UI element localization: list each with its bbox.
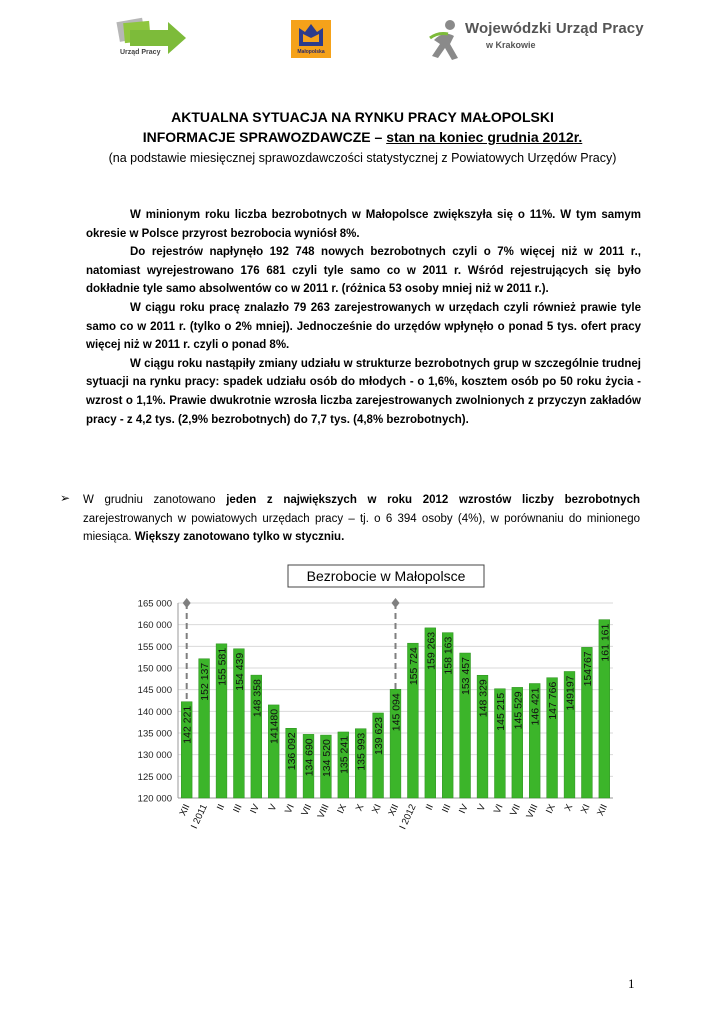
x-tick-label: VI bbox=[283, 802, 297, 816]
x-tick-label: II bbox=[423, 802, 437, 813]
bar-value-label: 148 358 bbox=[251, 679, 264, 718]
bar-value-label: 153 457 bbox=[460, 657, 473, 695]
wup-figure-icon bbox=[428, 18, 462, 62]
bar-value-label: 134 520 bbox=[320, 739, 333, 778]
bullet-text bbox=[83, 491, 640, 547]
bar-value-label: 142 221 bbox=[181, 705, 194, 744]
y-tick-label: 165 000 bbox=[137, 598, 172, 610]
paragraph: Do rejestrów napłynęło 192 748 nowych bezrobotnych czyli o 7% więcej niż w 2011 r., natomiast wyrejestrowano 176 681 czyli tyle samo co w 2011 r. Wśród rejestrujących się było dokładnie tyle samo absolwentów co w 2011 r. (różnica 53 osoby mniej niż w 2011 r.). bbox=[86, 246, 641, 296]
report-subtitle bbox=[0, 129, 725, 145]
bar-value-label: 161 161 bbox=[599, 623, 612, 662]
unemployment-chart bbox=[118, 560, 618, 845]
x-tick-label: I 2012 bbox=[397, 802, 419, 832]
page-number: 1 bbox=[628, 976, 635, 991]
x-tick-label: VIII bbox=[315, 802, 332, 821]
x-tick-label: X bbox=[562, 802, 576, 814]
bar-value-label: 155 581 bbox=[216, 647, 229, 686]
x-tick-label: IX bbox=[544, 802, 558, 816]
bar-value-label: 145 529 bbox=[512, 691, 525, 730]
bar-value-label: 147 766 bbox=[547, 681, 560, 720]
y-tick-label: 145 000 bbox=[137, 685, 172, 697]
x-tick-label: XII bbox=[177, 802, 193, 818]
y-tick-label: 155 000 bbox=[137, 641, 172, 653]
x-tick-label: V bbox=[266, 802, 280, 814]
x-tick-label: XI bbox=[578, 802, 593, 816]
header-logos bbox=[0, 14, 725, 64]
x-tick-label: IV bbox=[457, 802, 471, 816]
y-tick-label: 140 000 bbox=[137, 706, 172, 718]
bar-value-label: 135 993 bbox=[355, 732, 368, 771]
bar-value-label: 158 163 bbox=[442, 636, 455, 675]
bar-value-label: 141480 bbox=[268, 708, 281, 744]
bar-value-label: 145 094 bbox=[390, 693, 403, 732]
bar-value-label: 159 263 bbox=[425, 631, 438, 670]
bar-value-label: 154 439 bbox=[233, 652, 246, 691]
bullet-text-c: zarejestrowanych w powiatowych urzędach pracy – tj. o 6 394 osoby (4%), w porównaniu do minionego miesiąca. bbox=[83, 512, 640, 544]
bullet-text-d: Większy zanotowano tylko w styczniu. bbox=[134, 531, 345, 544]
report-subtitle-date: stan na koniec grudnia 2012r. bbox=[386, 129, 583, 145]
bar-value-label: 136 092 bbox=[286, 732, 299, 771]
year-marker-diamond bbox=[183, 598, 191, 608]
x-tick-label: IX bbox=[335, 802, 350, 816]
y-tick-label: 160 000 bbox=[137, 620, 172, 632]
malopolska-crest-icon bbox=[291, 20, 331, 50]
x-tick-label: XI bbox=[370, 802, 384, 816]
x-tick-label: VIII bbox=[524, 802, 541, 821]
malopolska-logo bbox=[291, 20, 331, 58]
logo-right-subtitle: w Krakowie bbox=[486, 40, 536, 50]
x-tick-label: III bbox=[440, 802, 454, 815]
x-tick-label: XII bbox=[595, 802, 611, 818]
report-subtitle-prefix: INFORMACJE SPRAWOZDAWCZE – bbox=[142, 129, 387, 145]
bar-value-label: 145 215 bbox=[494, 692, 507, 731]
bar-value-label: 149197 bbox=[564, 675, 577, 711]
bar-value-label: 154767 bbox=[581, 651, 594, 687]
bullet-text-b: jeden z największych w roku 2012 wzrostów liczby bezrobotnych bbox=[226, 494, 641, 506]
x-tick-label: III bbox=[231, 802, 245, 815]
y-tick-label: 130 000 bbox=[137, 750, 172, 762]
paragraph: W minionym roku liczba bezrobotnych w Małopolsce zwiększyła się o 11%. W tym samym okresie w Polsce przyrost bezrobocia wyniósł 8%. bbox=[86, 209, 641, 240]
x-tick-label: VII bbox=[508, 802, 524, 818]
year-marker-diamond bbox=[392, 598, 400, 608]
paragraph: W ciągu roku nastąpiły zmiany udziału w strukturze bezrobotnych grup w szczególnie trudnej sytuacji na rynku pracy: spadek udziału osób do młodych - o 1,6%, kosztem osób po 50 roku życia - wzrost o 1,1%. Prawie dwukrotnie wzrosła liczba zarejestrowanych zwolnionych z przyczyn zakładów pracy - z 4,2 tys. (2,9% bezrobotnych) do 7,7 tys. (4,8% bezrobotnych). bbox=[86, 357, 641, 426]
logo-right-title: Wojewódzki Urząd Pracy bbox=[465, 20, 644, 37]
x-tick-label: V bbox=[475, 802, 489, 814]
x-tick-label: IV bbox=[248, 802, 263, 816]
report-source-note: (na podstawie miesięcznej sprawozdawczości statystycznej z Powiatowych Urzędów Pracy) bbox=[108, 151, 617, 165]
chart-title: Bezrobocie w Małopolsce bbox=[306, 568, 466, 584]
x-tick-label: VI bbox=[491, 802, 506, 816]
bar-value-label: 148 329 bbox=[477, 679, 490, 718]
y-tick-label: 150 000 bbox=[137, 663, 172, 675]
bullet-arrow-icon: ➢ bbox=[60, 491, 71, 505]
x-tick-label: XII bbox=[386, 802, 402, 818]
x-tick-label: I 2011 bbox=[188, 802, 210, 831]
bar-value-label: 146 421 bbox=[529, 687, 542, 726]
chart-x-axis bbox=[178, 802, 610, 831]
y-tick-label: 135 000 bbox=[137, 728, 172, 740]
x-tick-label: X bbox=[353, 802, 367, 814]
logo-mid-text: Małopolska bbox=[297, 49, 325, 55]
bullet-text-a: W grudniu zanotowano bbox=[83, 494, 227, 506]
report-title: AKTUALNA SYTUACJA NA RYNKU PRACY MAŁOPOLSKI bbox=[171, 109, 554, 125]
y-tick-label: 120 000 bbox=[137, 793, 172, 805]
paragraph: W ciągu roku pracę znalazło 79 263 zarejestrowanych w urzędach czyli również prawie tyle samo co w 2011 r. (tylko o 2% mniej). Jednocześnie do urzędów wpłynęło o ponad 5 tys. ofert pracy więcej niż w 2011 r. czyli o ponad 8%. bbox=[86, 301, 641, 352]
logo-left-text: Urząd Pracy bbox=[120, 49, 161, 56]
y-tick-label: 125 000 bbox=[137, 771, 172, 783]
chart-y-axis bbox=[138, 599, 172, 805]
bar-value-label: 135 241 bbox=[338, 735, 351, 774]
x-tick-label: II bbox=[215, 802, 228, 813]
x-tick-label: VII bbox=[299, 802, 315, 818]
summary-paragraphs bbox=[86, 206, 641, 429]
bar-value-label: 152 137 bbox=[199, 662, 212, 701]
bar-value-label: 134 690 bbox=[303, 738, 316, 777]
bar-value-label: 155 724 bbox=[407, 647, 420, 686]
bar-value-label: 139 623 bbox=[373, 716, 386, 755]
